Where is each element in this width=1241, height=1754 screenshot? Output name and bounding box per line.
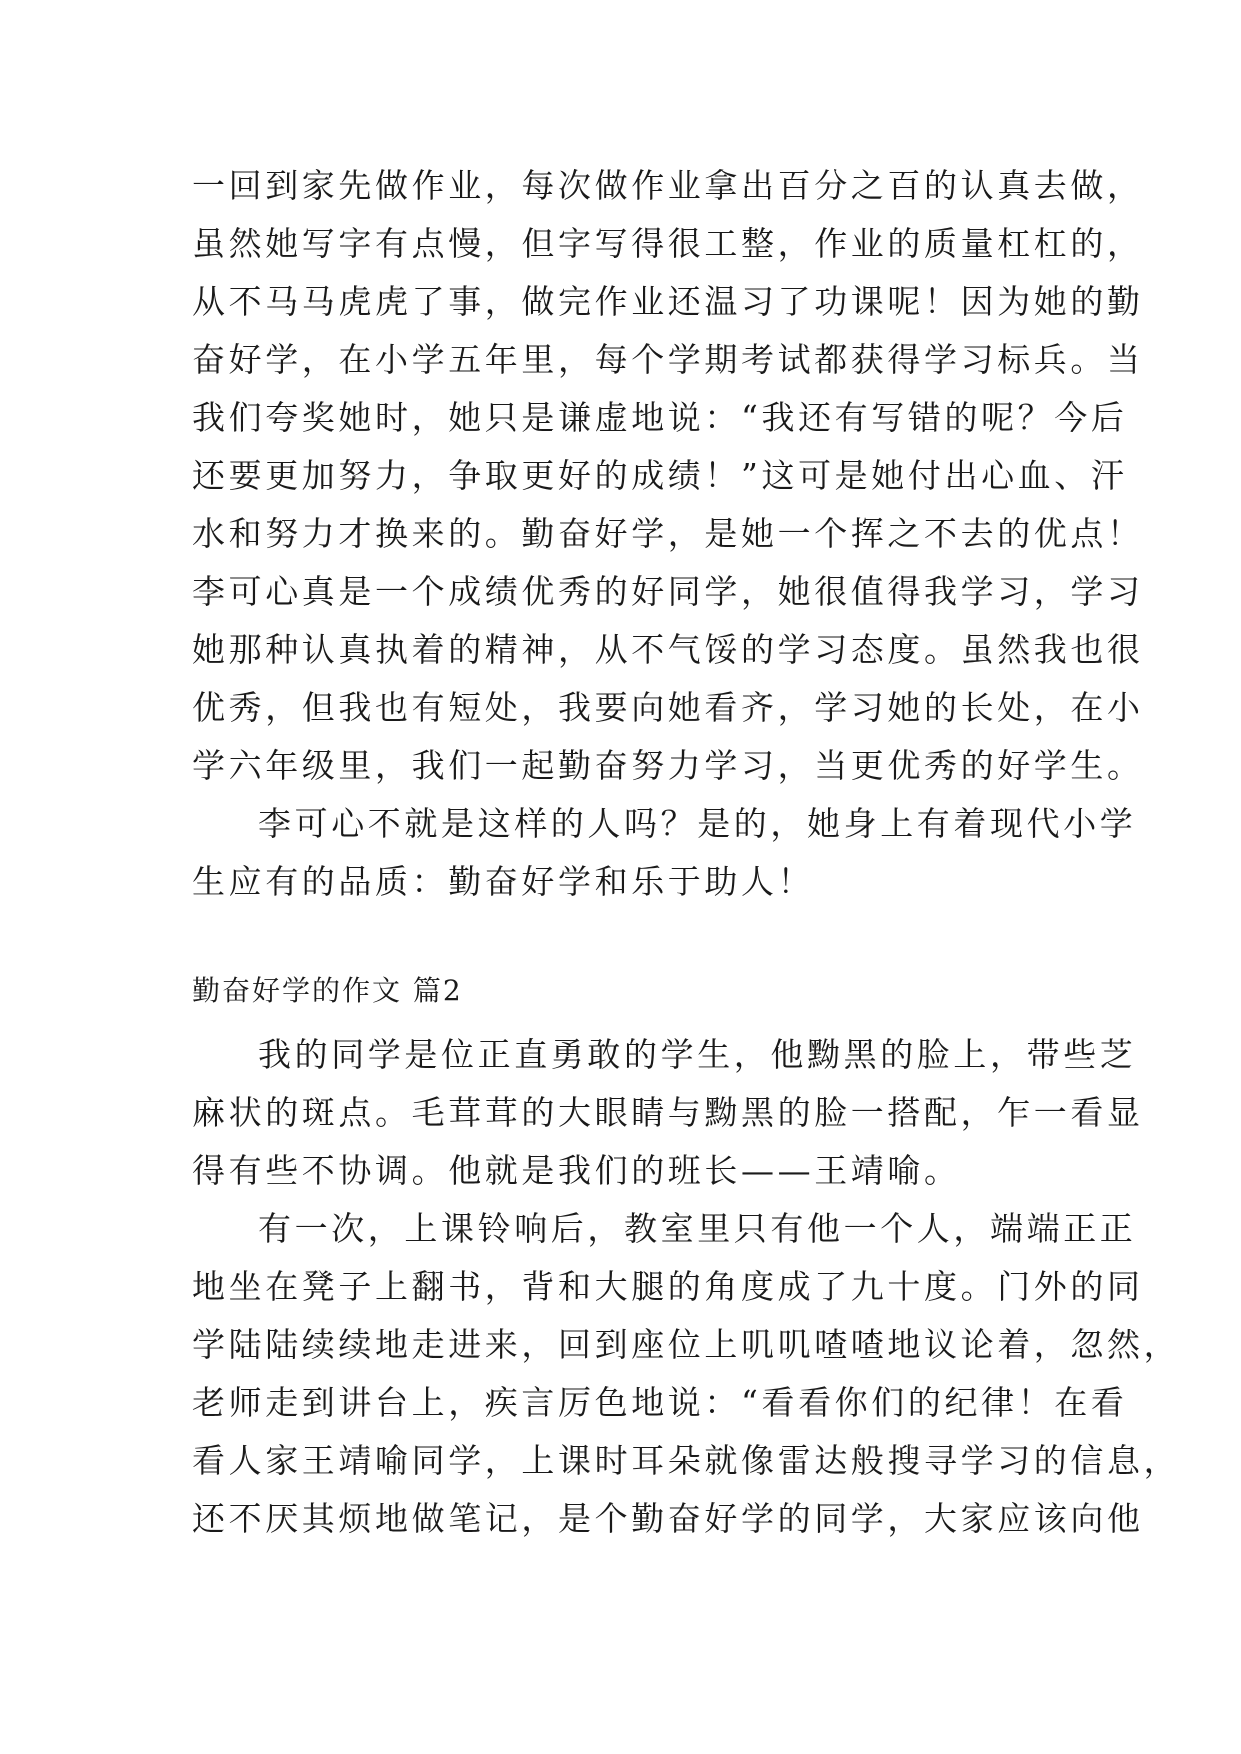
text-line: 她那种认真执着的精神，从不气馁的学习态度。虽然我也很 [192, 630, 1144, 669]
text-line: 水和努力才换来的。勤奋好学，是她一个挥之不去的优点！ [192, 514, 1144, 553]
text-line: 还要更加努力，争取更好的成绩！”这可是她付出心血、汗 [192, 456, 1128, 495]
text-line: 老师走到讲台上，疾言厉色地说：“看看你们的纪律！在看 [192, 1383, 1128, 1422]
paragraph-conclusion [192, 795, 1137, 911]
paragraph-story [192, 1200, 1181, 1548]
text-line: 学六年级里，我们一起勤奋努力学习，当更优秀的好学生。 [192, 746, 1144, 785]
text-line: 麻状的斑点。毛茸茸的大眼睛与黝黑的脸一搭配，乍一看显 [192, 1093, 1144, 1132]
text-line: 我们夸奖她时，她只是谦虚地说：“我还有写错的呢？今后 [192, 398, 1128, 437]
text-line: 李可心不就是这样的人吗？是的，她身上有着现代小学 [258, 804, 1137, 843]
text-line: 地坐在凳子上翻书，背和大腿的角度成了九十度。门外的同 [192, 1267, 1144, 1306]
text-line: 我的同学是位正直勇敢的学生，他黝黑的脸上，带些芝 [258, 1035, 1137, 1074]
text-line: 奋好学，在小学五年里，每个学期考试都获得学习标兵。当 [192, 340, 1144, 379]
text-line: 看人家王靖喻同学，上课时耳朵就像雷达般搜寻学习的信息， [192, 1441, 1181, 1480]
text-line: 有一次，上课铃响后，教室里只有他一个人，端端正正 [258, 1209, 1137, 1248]
paragraph-continued [192, 157, 1144, 795]
section-heading: 勤奋好学的作文 篇2 [192, 974, 463, 1007]
section-heading-block [192, 962, 1058, 1020]
text-line: 生应有的品质：勤奋好学和乐于助人！ [192, 862, 815, 901]
text-line: 从不马马虎虎了事，做完作业还温习了功课呢！因为她的勤 [192, 282, 1144, 321]
text-line: 得有些不协调。他就是我们的班长——王靖喻。 [192, 1151, 961, 1190]
text-line: 虽然她写字有点慢，但字写得很工整，作业的质量杠杠的， [192, 224, 1144, 263]
text-line: 学陆陆续续地走进来，回到座位上叽叽喳喳地议论着，忽然， [192, 1325, 1181, 1364]
paragraph-intro [192, 1026, 1144, 1200]
text-line: 还不厌其烦地做笔记，是个勤奋好学的同学，大家应该向他 [192, 1499, 1144, 1538]
text-line: 李可心真是一个成绩优秀的好同学，她很值得我学习，学习 [192, 572, 1144, 611]
text-line: 一回到家先做作业，每次做作业拿出百分之百的认真去做， [192, 166, 1144, 205]
text-line: 优秀，但我也有短处，我要向她看齐，学习她的长处，在小 [192, 688, 1144, 727]
